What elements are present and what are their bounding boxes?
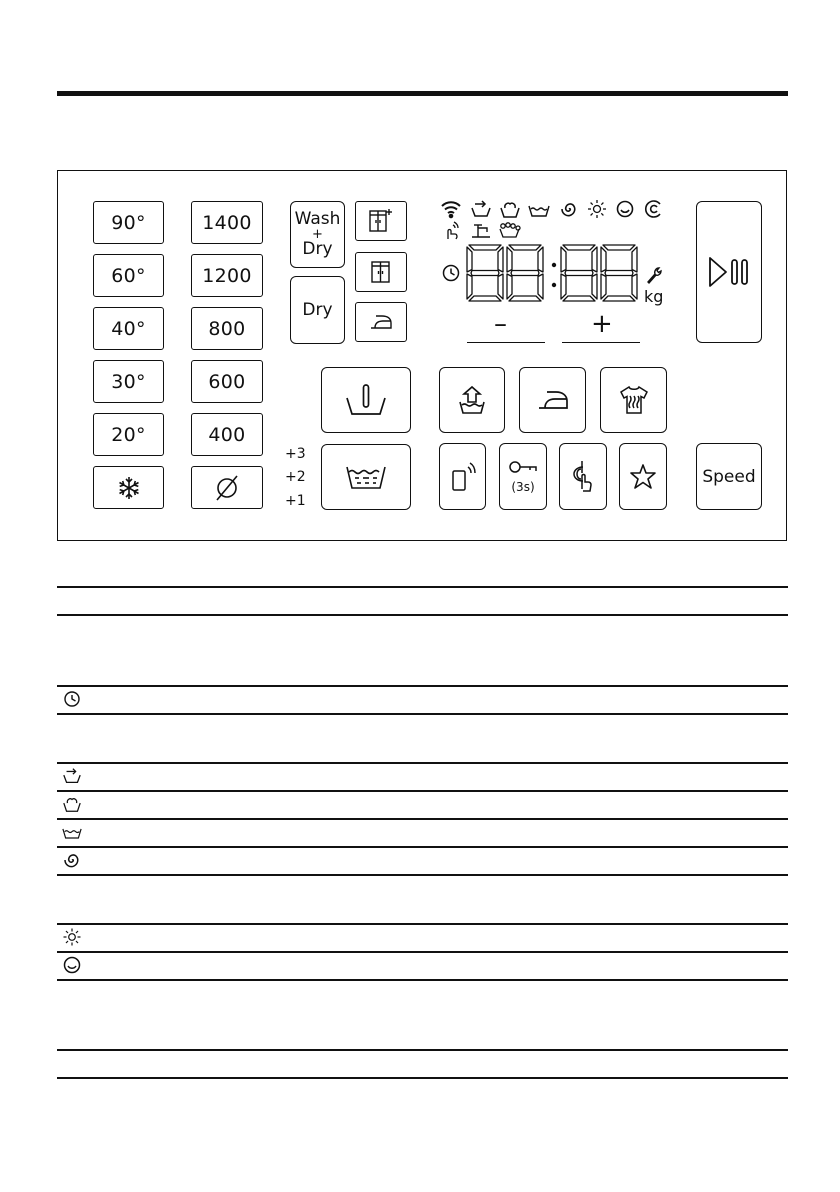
display-digit-segment [469,296,501,301]
prewash-option-icon [457,385,487,415]
temp-label: 90° [111,211,146,234]
temp-button-30[interactable] [93,360,164,403]
plus-button[interactable]: + [591,309,613,339]
table-rule [57,762,788,764]
cupboard-dry-icon [370,260,392,284]
temp-button-40[interactable] [93,307,164,350]
table-rule [57,951,788,953]
finished-icon [616,200,634,218]
temp-cold-button[interactable] [93,466,164,509]
speed-label: Speed [702,466,756,487]
drum-clean-icon [497,222,522,238]
display-digit-segment [592,247,597,272]
temp-label: 40° [111,317,146,340]
spin-label: 1400 [202,211,252,234]
display-digit-segment [601,247,606,272]
display-digit-segment [601,274,606,299]
remote-start-icon [444,222,460,240]
prewash-icon [470,200,492,218]
display-digit-segment [509,245,541,250]
display-digits-text: 88:88 [465,243,468,244]
display-digit-segment [467,247,472,272]
display-digit-segment [507,274,512,299]
table-rule [57,614,788,616]
stain-icon [344,383,388,417]
temp-button-20[interactable] [93,413,164,456]
temp-label: 30° [111,370,146,393]
display-digit-segment [565,271,593,276]
display-digit-segment [467,274,472,299]
spin-label: 1200 [202,264,252,287]
spin-button-1200[interactable] [191,254,263,297]
wrench-icon [645,265,663,285]
clock-icon [62,689,82,709]
display-digit-segment [507,247,512,272]
display-digit-segment [509,296,541,301]
table-rule [57,1049,788,1051]
table-rule [57,713,788,715]
wash-icon [62,794,82,814]
temp-button-90[interactable] [93,201,164,244]
speed-button[interactable] [696,443,762,510]
wifi-icon [440,199,462,219]
display-digit-segment [563,245,595,250]
digital-display [465,243,645,303]
kg-unit: kg [644,287,664,306]
display-digit-segment [592,274,597,299]
table-rule [57,790,788,792]
spin-icon [62,850,82,870]
rinse-level-3: +3 [285,446,306,462]
prewash-option-button[interactable] [439,367,505,433]
rinse-plus-button[interactable] [321,444,411,510]
plus-underline [562,342,640,343]
silent-icon [568,459,598,495]
favourite-button[interactable] [619,443,667,510]
remote-control-button[interactable] [439,443,486,510]
wash-dry-label-plus: + [312,227,323,242]
iron-dry-button[interactable] [355,302,407,342]
rinse-icon [62,823,82,843]
display-digit-segment [632,247,637,272]
display-digit-segment [632,274,637,299]
table-rule [57,586,788,588]
spin-icon [560,200,578,218]
display-digit-segment [498,247,503,272]
spin-button-1400[interactable] [191,201,263,244]
favourite-icon [629,463,657,491]
wash-icon [499,199,521,219]
rinse-level-2: +2 [285,469,306,485]
temp-label: 60° [111,264,146,287]
dry-button[interactable] [290,276,345,344]
wash-dry-label-wash: Wash [294,209,341,229]
spin-button-400[interactable] [191,413,263,456]
display-digit-segment [498,274,503,299]
display-digit-segment [561,274,566,299]
start-pause-button[interactable] [696,201,762,343]
table-rule [57,874,788,876]
minus-underline [467,342,545,343]
steam-shirt-button[interactable] [600,367,667,433]
display-digit-segment [563,296,595,301]
spin-label: 800 [208,317,246,340]
rinse-level-1: +1 [285,493,306,509]
easy-iron-icon [536,388,570,412]
spin-button-800[interactable] [191,307,263,350]
dry-label: Dry [302,300,333,320]
dry-icon [62,927,82,947]
spin-label: 600 [208,370,246,393]
cupboard-dry-button[interactable] [355,252,407,292]
no-spin-button[interactable] [191,466,263,509]
finished-icon [62,955,82,975]
prewash-icon [62,766,82,786]
display-digit-segment [603,296,635,301]
wash-dry-label-dry: Dry [302,239,333,259]
spin-label: 400 [208,423,246,446]
steam-shirt-icon [618,384,650,416]
minus-button[interactable]: – [494,309,507,339]
iron-dry-icon [368,312,394,332]
water-tap-icon [470,222,492,239]
wash-dry-button[interactable] [290,201,345,268]
temp-label: 20° [111,423,146,446]
display-digit-segment [538,274,543,299]
page-header-rule [57,91,788,96]
table-rule [57,979,788,981]
display-digit-segment [561,247,566,272]
no-spin-icon [213,474,241,502]
child-lock-caption: (3s) [511,479,535,494]
control-panel [57,170,787,541]
snowflake-icon [116,475,142,501]
clock-icon [442,264,460,282]
table-rule [57,818,788,820]
table-rule [57,923,788,925]
temp-button-60[interactable] [93,254,164,297]
display-digit-segment [471,271,499,276]
remote-control-icon [450,462,476,492]
easy-iron-button[interactable] [519,367,586,433]
cupboard-dry-plus-button[interactable] [355,201,407,241]
anti-crease-icon [644,199,664,219]
rinse-icon [528,203,550,218]
display-digit-segment [603,245,635,250]
display-digit-segment [511,271,539,276]
silent-button[interactable] [559,443,607,510]
rinse-plus-icon [345,464,387,490]
display-digit-segment [605,271,633,276]
table-rule [57,846,788,848]
table-rule [57,1077,788,1079]
dry-icon [587,199,607,219]
display-digit-segment [538,247,543,272]
stain-button[interactable] [321,367,411,433]
cupboard-dry-plus-icon [368,208,394,234]
child-lock-button[interactable] [499,443,547,510]
child-lock-icon [508,460,538,476]
spin-button-600[interactable] [191,360,263,403]
display-digit-segment [469,245,501,250]
table-rule [57,685,788,687]
start-pause-icon [706,255,752,289]
